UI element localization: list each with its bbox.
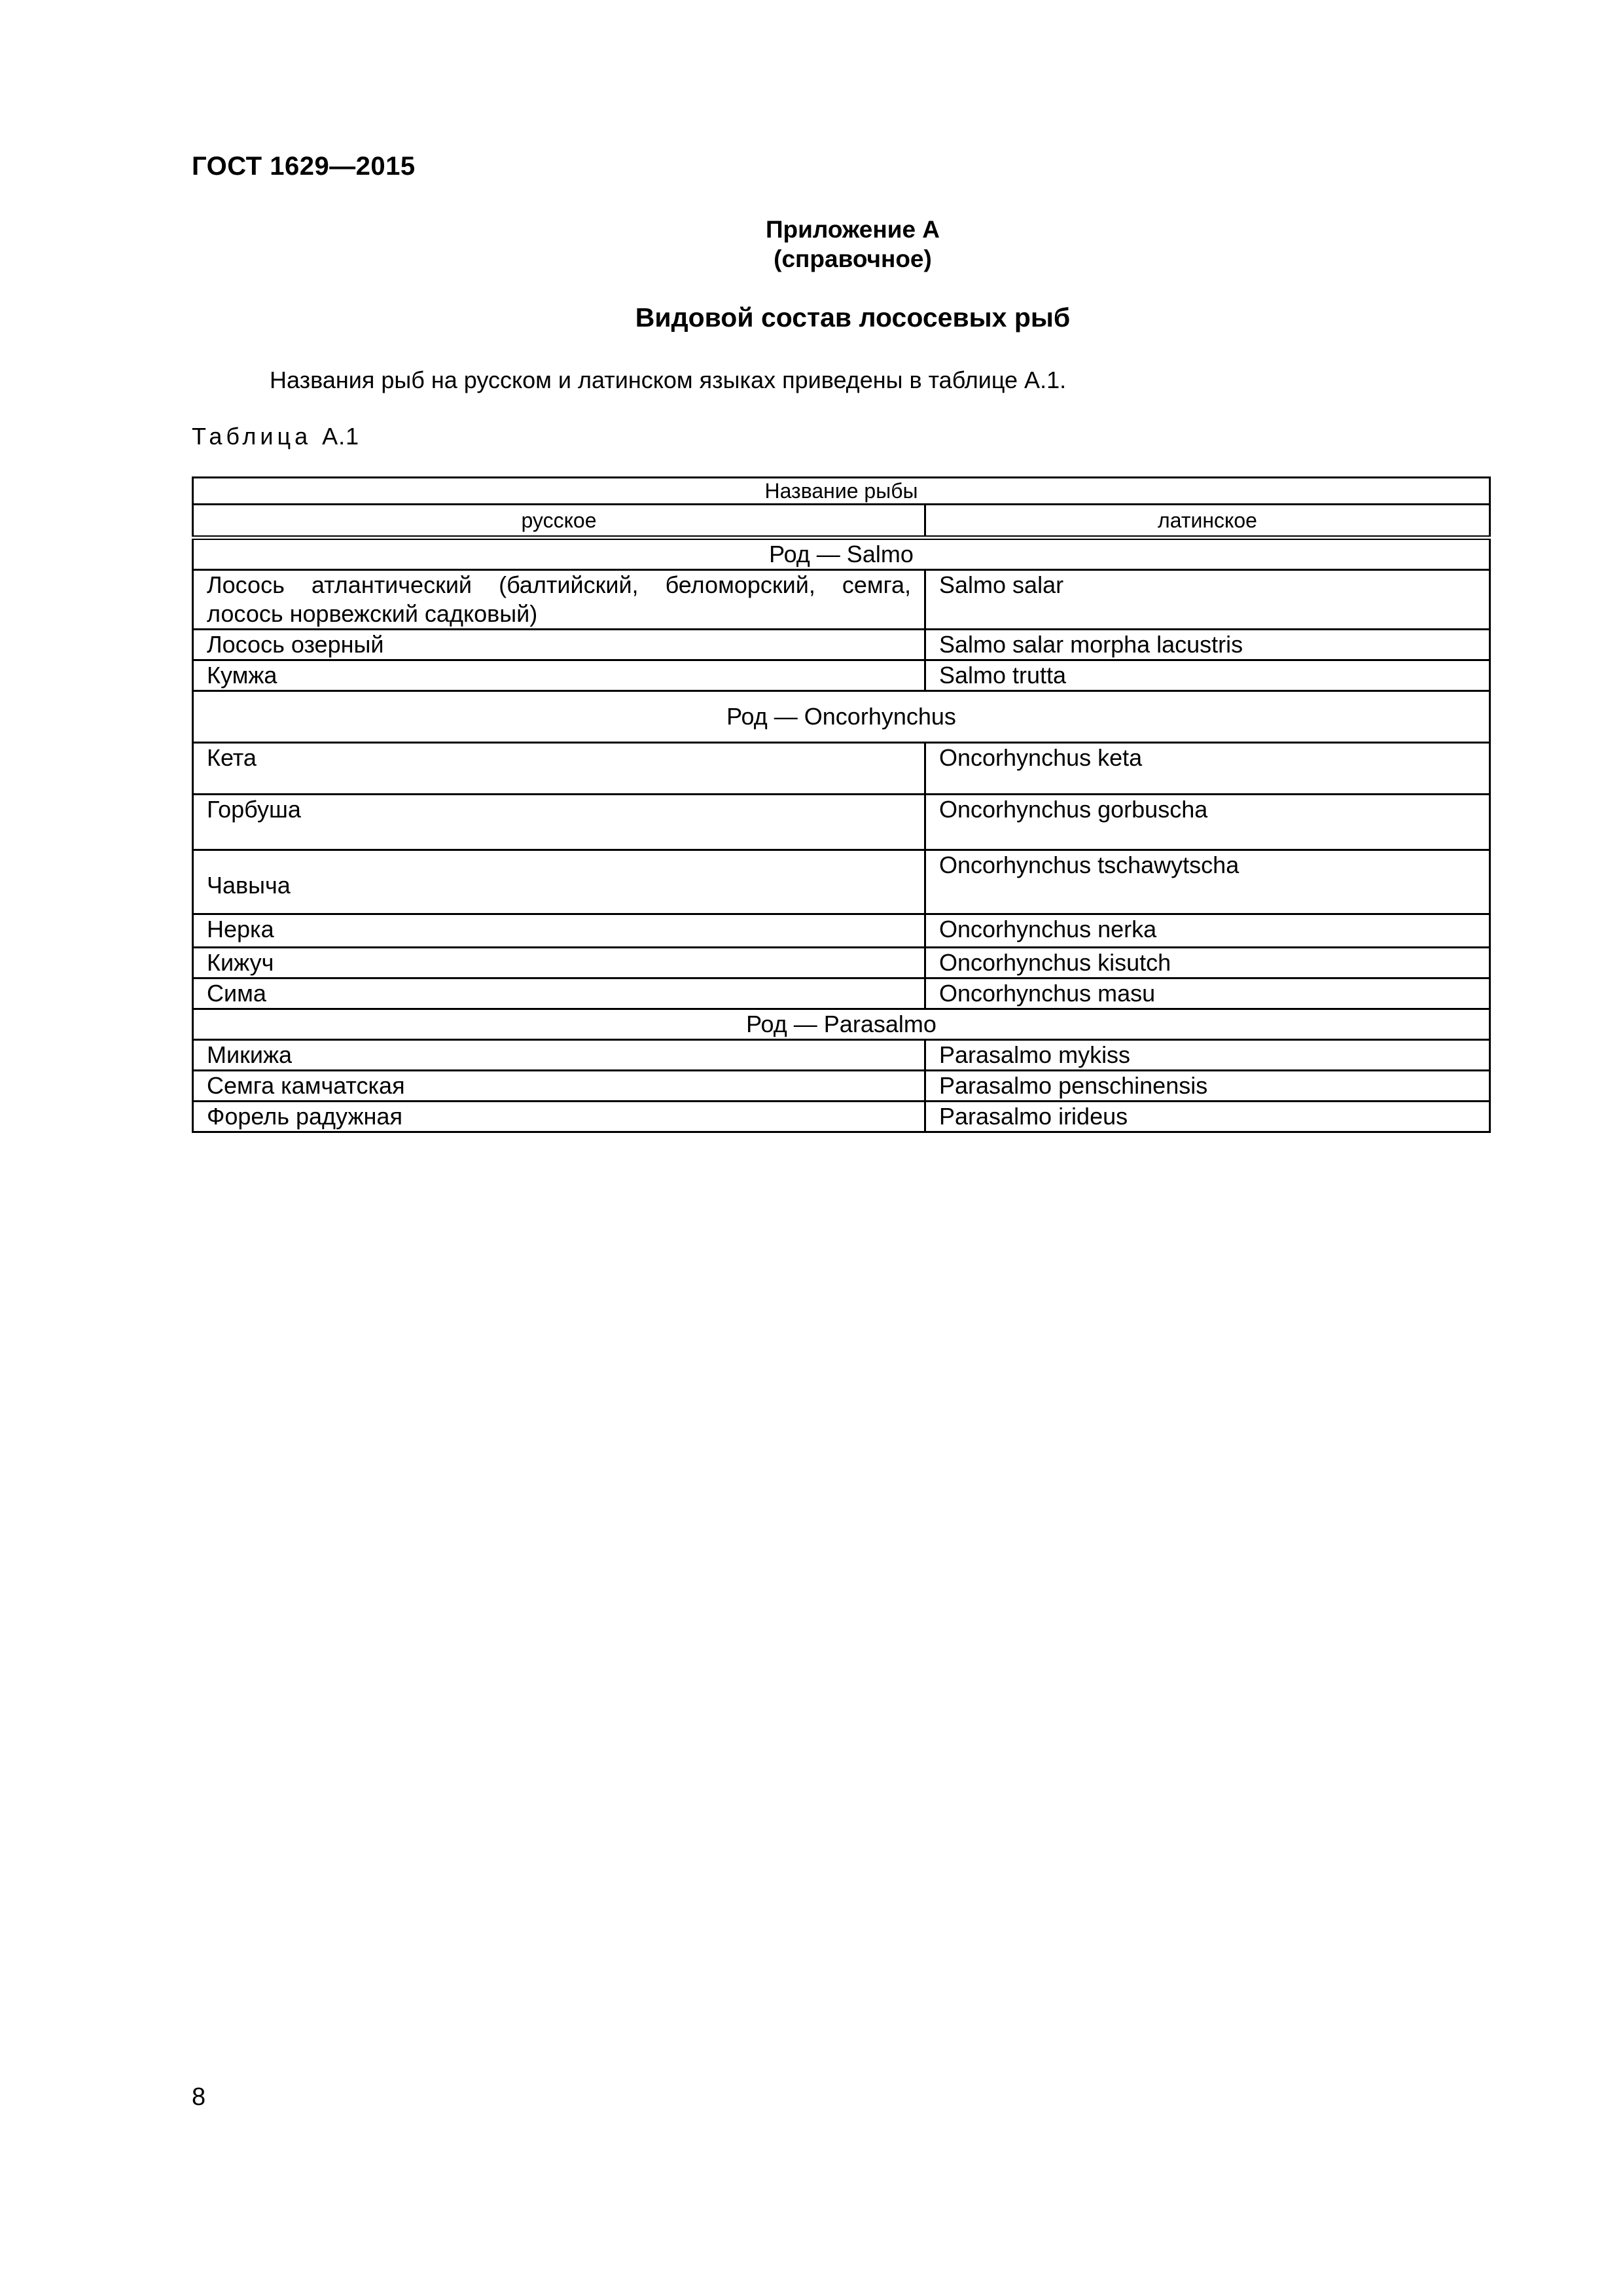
cell-lat: Oncorhynchus nerka — [925, 914, 1490, 948]
cell-ru: Лосось озерный — [193, 630, 925, 660]
cell-ru: Нерка — [193, 914, 925, 948]
table-caption-number: А.1 — [322, 423, 360, 450]
genus-row — [193, 1009, 1490, 1040]
table-row — [193, 795, 1490, 850]
genus-cell: Род — Parasalmo — [193, 1009, 1490, 1040]
table-header-group-row — [193, 478, 1490, 505]
table-row — [193, 743, 1490, 795]
section-title: Видовой состав лососевых рыб — [635, 302, 1071, 332]
table-row — [193, 630, 1490, 660]
table-row — [193, 914, 1490, 948]
cell-lat: Oncorhynchus tschawytscha — [925, 850, 1490, 914]
cell-lat: Salmo salar morpha lacustris — [925, 630, 1490, 660]
annex-title: Приложение А — [765, 216, 940, 243]
cell-lat: Salmo salar — [925, 570, 1490, 630]
table-caption-label: Таблица — [192, 423, 312, 450]
cell-lat: Parasalmo mykiss — [925, 1040, 1490, 1071]
annex-type: (справочное) — [774, 245, 932, 272]
intro-paragraph: Названия рыб на русском и латинском языках приведены в таблице А.1. — [270, 367, 1067, 393]
genus-cell: Род — Salmo — [193, 538, 1490, 570]
cell-ru: Лосось атлантический (балтийский, беломорский, семга, лосось норвежский садковый) — [193, 570, 925, 630]
cell-lat: Oncorhynchus masu — [925, 978, 1490, 1009]
cell-ru: Форель радужная — [193, 1102, 925, 1132]
cell-ru: Чавыча — [193, 850, 925, 914]
header-group-cell: Название рыбы — [193, 478, 1490, 505]
table-row — [193, 948, 1490, 978]
table-row — [193, 1071, 1490, 1102]
table-row — [193, 978, 1490, 1009]
cell-lat: Oncorhynchus gorbuscha — [925, 795, 1490, 850]
genus-cell: Род — Oncorhynchus — [193, 691, 1490, 743]
genus-row — [193, 538, 1490, 570]
table-caption — [192, 423, 359, 450]
column-header-lat: латинское — [925, 505, 1490, 538]
cell-lat: Oncorhynchus keta — [925, 743, 1490, 795]
genus-row — [193, 691, 1490, 743]
table-row — [193, 660, 1490, 691]
cell-lat: Parasalmo irideus — [925, 1102, 1490, 1132]
table-row — [193, 850, 1490, 914]
page-number: 8 — [192, 2083, 206, 2111]
table-column-header-row — [193, 505, 1490, 538]
column-header-ru: русское — [193, 505, 925, 538]
cell-ru: Семга камчатская — [193, 1071, 925, 1102]
cell-ru: Микижа — [193, 1040, 925, 1071]
cell-lat: Oncorhynchus kisutch — [925, 948, 1490, 978]
cell-ru: Сима — [193, 978, 925, 1009]
document-code: ГОСТ 1629—2015 — [192, 152, 416, 181]
table-row — [193, 1040, 1490, 1071]
cell-ru: Кумжа — [193, 660, 925, 691]
cell-ru: Кета — [193, 743, 925, 795]
cell-lat: Parasalmo penschinensis — [925, 1071, 1490, 1102]
table-row — [193, 570, 1490, 630]
table-row — [193, 1102, 1490, 1132]
cell-lat: Salmo trutta — [925, 660, 1490, 691]
fish-names-table — [192, 476, 1491, 1133]
cell-ru: Кижуч — [193, 948, 925, 978]
cell-ru: Горбуша — [193, 795, 925, 850]
